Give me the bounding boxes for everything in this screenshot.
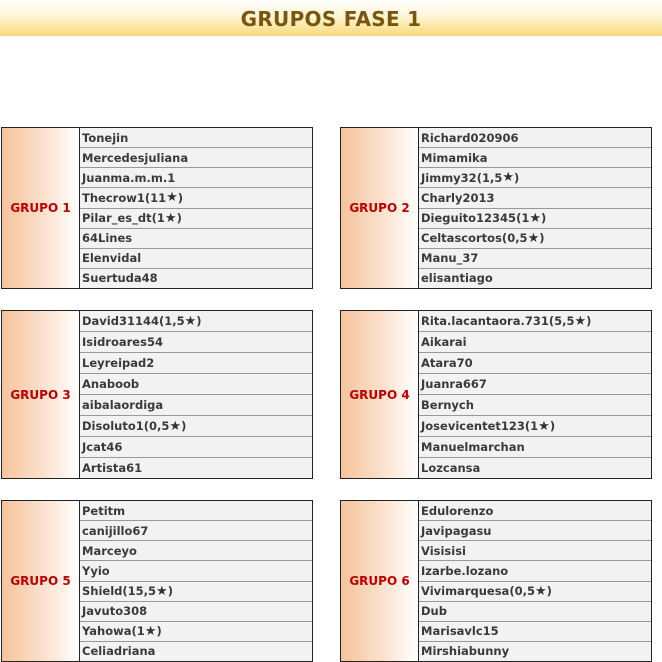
member-name: Leyreipad2 [82, 356, 155, 370]
member-row [419, 332, 651, 353]
member-row [80, 521, 312, 541]
badge-close-paren: ) [586, 314, 592, 328]
member-name: Charly2013 [421, 190, 495, 205]
star-icon: ★ [156, 583, 168, 599]
member-row [80, 209, 312, 229]
badge-value: 1 [156, 211, 165, 226]
badge-close-paren: ) [167, 584, 173, 599]
member-name: Aikarai [421, 335, 467, 349]
badge-open-paren: ( [476, 170, 482, 185]
member-row [80, 501, 312, 521]
member-name: Juanma.m.m.1 [82, 170, 176, 185]
group-label: GRUPO 1 [2, 128, 80, 288]
badge-open-paren: ( [122, 584, 128, 599]
member-row [419, 582, 651, 602]
member-name: Marceyo [82, 543, 137, 558]
star-icon: ★ [184, 313, 197, 329]
member-row [80, 148, 312, 168]
member-row [419, 249, 651, 269]
member-row [419, 602, 651, 622]
member-name: Izarbe.lozano [421, 563, 509, 578]
member-row [80, 642, 312, 661]
member-list [80, 128, 312, 288]
member-name: Suertuda48 [82, 271, 158, 286]
badge-close-paren: ) [177, 190, 184, 205]
badge-close-paren: ) [549, 419, 556, 433]
member-row [80, 269, 312, 288]
member-name: Celtascortos [421, 231, 502, 246]
group-box-3 [1, 310, 313, 479]
badge-open-paren: ( [131, 624, 137, 639]
member-name: 64Lines [82, 231, 133, 246]
group-box-6 [340, 500, 652, 662]
member-name: Juanra667 [421, 377, 487, 391]
member-name: Disoluto1 [82, 419, 144, 433]
group-box-2 [340, 127, 652, 289]
member-name: elisantiago [421, 271, 493, 286]
member-row [419, 458, 651, 478]
badge-value: 11 [150, 190, 167, 205]
member-row [419, 521, 651, 541]
member-name: canijillo67 [82, 523, 149, 538]
member-row [80, 168, 312, 188]
badge-open-paren: ( [151, 211, 157, 226]
member-row [419, 229, 651, 249]
member-row [80, 395, 312, 416]
member-name: Mirshiabunny [421, 644, 510, 659]
member-name: Thecrow1 [82, 190, 145, 205]
member-name: Tonejin [82, 130, 129, 145]
member-row [419, 311, 651, 332]
badge-close-paren: ) [156, 624, 162, 639]
member-row [80, 622, 312, 642]
group-label: GRUPO 5 [2, 501, 80, 661]
member-row [80, 128, 312, 148]
member-row [80, 416, 312, 437]
member-name: David31144 [82, 314, 159, 328]
star-icon: ★ [169, 418, 182, 434]
member-row [419, 188, 651, 208]
member-name: Vivimarquesa [421, 584, 510, 599]
badge-open-paren: ( [516, 211, 522, 226]
member-name: Richard020906 [421, 130, 519, 145]
badge-value: 0,5 [514, 584, 535, 599]
member-row [419, 642, 651, 661]
member-row [419, 128, 651, 148]
member-row [80, 437, 312, 458]
badge-close-paren: ) [513, 170, 520, 185]
badge-close-paren: ) [181, 419, 187, 433]
member-row [80, 374, 312, 395]
group-label: GRUPO 2 [341, 128, 419, 288]
member-list [419, 311, 651, 478]
member-row [80, 249, 312, 269]
badge-value: 15,5 [127, 584, 157, 599]
member-name: Edulorenzo [421, 503, 494, 518]
badge-close-paren: ) [546, 584, 552, 599]
member-row [419, 374, 651, 395]
star-icon: ★ [529, 210, 541, 226]
member-name: Javuto308 [82, 604, 148, 619]
badge-value: 5,5 [554, 314, 575, 328]
star-icon: ★ [502, 170, 514, 186]
badge-open-paren: ( [144, 190, 151, 205]
member-row [80, 229, 312, 249]
member-list [80, 501, 312, 661]
badge-open-paren: ( [509, 584, 515, 599]
member-row [80, 602, 312, 622]
badge-open-paren: ( [524, 419, 531, 433]
star-icon: ★ [534, 583, 547, 599]
group-box-4 [340, 310, 652, 479]
badge-value: 1 [530, 419, 539, 433]
member-name: Elenvidal [82, 251, 142, 266]
member-name: Manu_37 [421, 251, 479, 266]
badge-close-paren: ) [541, 211, 547, 226]
badge-value: 0,5 [507, 231, 528, 246]
member-row [419, 416, 651, 437]
member-name: Pilar_es_dt [82, 211, 152, 226]
group-box-5 [1, 500, 313, 662]
member-name: Petitm [82, 503, 126, 518]
member-name: Javipagasu [421, 523, 492, 538]
group-label: GRUPO 4 [341, 311, 419, 478]
badge-open-paren: ( [143, 419, 150, 433]
member-list [80, 311, 312, 478]
group-label: GRUPO 3 [2, 311, 80, 478]
page-title: GRUPOS FASE 1 [240, 7, 422, 31]
member-row [419, 561, 651, 581]
member-row [419, 395, 651, 416]
member-name: Jimmy32 [421, 170, 477, 185]
member-name: Yahowa [82, 624, 132, 639]
badge-value: 1,5 [481, 170, 503, 185]
member-row [80, 188, 312, 208]
member-name: Mercedesjuliana [82, 150, 189, 165]
member-name: aibalaordiga [82, 398, 164, 412]
group-box-1 [1, 127, 313, 289]
member-row [419, 209, 651, 229]
badge-value: 0,5 [149, 419, 170, 433]
member-row [80, 541, 312, 561]
member-row [80, 353, 312, 374]
member-list [419, 128, 651, 288]
star-icon: ★ [144, 623, 157, 639]
member-name: Visisisi [421, 543, 467, 558]
badge-close-paren: ) [196, 314, 202, 328]
member-row [80, 311, 312, 332]
star-icon: ★ [538, 418, 550, 434]
member-name: Josevicentet123 [421, 419, 525, 433]
badge-close-paren: ) [176, 211, 182, 226]
star-icon: ★ [166, 190, 178, 206]
member-row [419, 437, 651, 458]
member-name: Bernych [421, 398, 474, 412]
member-name: Celiadriana [82, 644, 156, 659]
member-row [419, 148, 651, 168]
badge-value: 1 [521, 211, 530, 226]
member-name: Dub [421, 604, 447, 619]
member-name: Lozcansa [421, 461, 481, 475]
member-name: Mimamika [421, 150, 488, 165]
member-row [419, 269, 651, 288]
member-row [80, 582, 312, 602]
member-row [419, 541, 651, 561]
member-row [80, 332, 312, 353]
member-name: Shield [82, 584, 123, 599]
badge-close-paren: ) [539, 231, 545, 246]
star-icon: ★ [527, 230, 540, 246]
group-label: GRUPO 6 [341, 501, 419, 661]
member-name: Anaboob [82, 377, 140, 391]
member-row [419, 353, 651, 374]
member-row [419, 622, 651, 642]
badge-open-paren: ( [159, 314, 165, 328]
badge-open-paren: ( [548, 314, 555, 328]
title-bar [0, 0, 662, 36]
member-name: Marisavlc15 [421, 624, 499, 639]
star-icon: ★ [164, 210, 177, 226]
member-name: Rita.lacantaora.731 [421, 314, 549, 328]
badge-open-paren: ( [501, 231, 508, 246]
member-name: Yyio [82, 563, 110, 578]
badge-value: 1 [136, 624, 145, 639]
member-name: Atara70 [421, 356, 473, 370]
member-name: Artista61 [82, 461, 143, 475]
star-icon: ★ [574, 313, 587, 329]
member-row [419, 501, 651, 521]
member-name: Jcat46 [82, 440, 123, 454]
member-row [80, 458, 312, 478]
member-row [80, 561, 312, 581]
member-list [419, 501, 651, 661]
member-name: Isidroares54 [82, 335, 163, 349]
member-name: Manuelmarchan [421, 440, 525, 454]
member-name: Dieguito12345 [421, 211, 517, 226]
member-row [419, 168, 651, 188]
badge-value: 1,5 [164, 314, 185, 328]
